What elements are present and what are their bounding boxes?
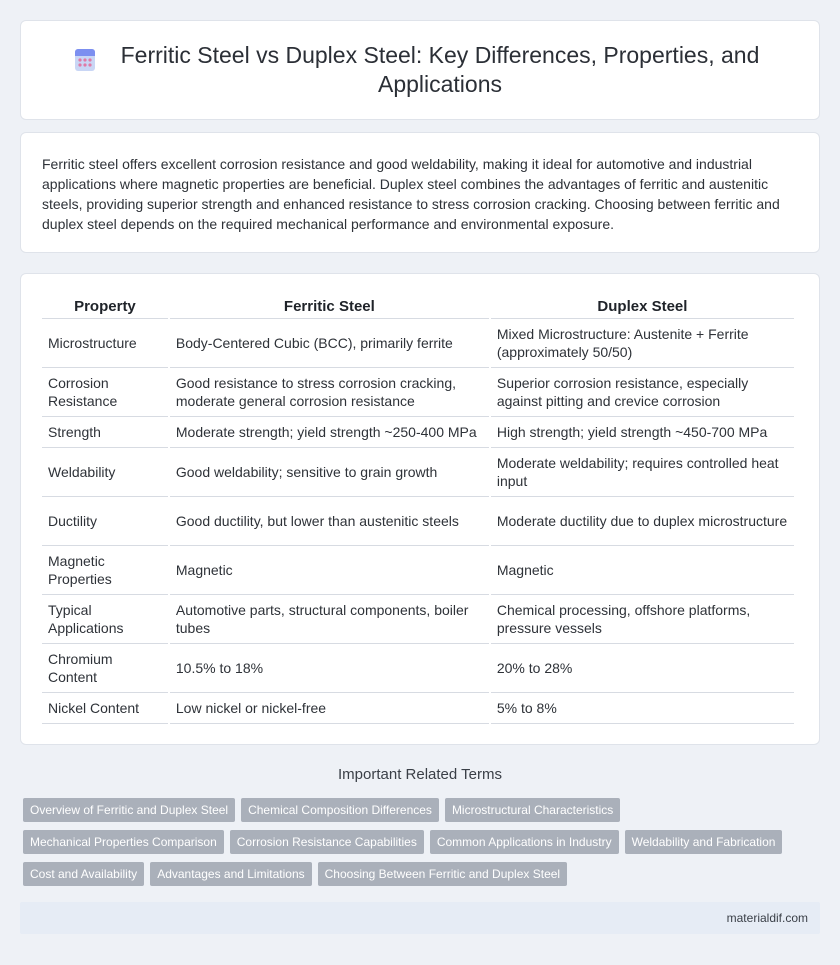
table-row <box>42 497 794 546</box>
row-property: Microstructure <box>42 319 168 368</box>
header-ferritic: Ferritic Steel <box>170 294 489 319</box>
row-property: Nickel Content <box>42 693 168 724</box>
table-row <box>42 693 794 724</box>
row-duplex: Chemical processing, offshore platforms, pressure vessels <box>491 595 794 644</box>
row-duplex: Moderate ductility due to duplex microstructure <box>491 497 794 546</box>
row-ferritic: 10.5% to 18% <box>170 644 489 693</box>
related-term-tag[interactable]: Cost and Availability <box>23 862 144 886</box>
row-duplex: Magnetic <box>491 546 794 595</box>
page-title: Ferritic Steel vs Duplex Steel: Key Differences, Properties, and Applications <box>120 42 760 97</box>
table-header-row <box>42 294 794 319</box>
related-terms-tags <box>23 798 823 894</box>
row-ferritic: Low nickel or nickel-free <box>170 693 489 724</box>
row-duplex: Superior corrosion resistance, especially against pitting and crevice corrosion <box>491 368 794 417</box>
header-duplex: Duplex Steel <box>491 294 794 319</box>
row-property: Chromium Content <box>42 644 168 693</box>
row-ferritic: Magnetic <box>170 546 489 595</box>
related-term-tag[interactable]: Mechanical Properties Comparison <box>23 830 224 854</box>
row-property: Magnetic Properties <box>42 546 168 595</box>
comparison-table-card <box>20 273 820 745</box>
row-property: Strength <box>42 417 168 448</box>
row-property: Weldability <box>42 448 168 497</box>
tag-row <box>23 862 823 886</box>
table-row <box>42 595 794 644</box>
row-property: Ductility <box>42 497 168 546</box>
row-property: Corrosion Resistance <box>42 368 168 417</box>
row-ferritic: Moderate strength; yield strength ~250-400 MPa <box>170 417 489 448</box>
table-row <box>42 448 794 497</box>
tag-row <box>23 830 823 854</box>
row-property: Typical Applications <box>42 595 168 644</box>
row-duplex: Mixed Microstructure: Austenite + Ferrite (approximately 50/50) <box>491 319 794 368</box>
intro-paragraph: Ferritic steel offers excellent corrosion resistance and good weldability, making it ideal for automotive and industrial applications where magnetic properties are beneficial. Duplex steel combines the advantages of ferritic and austenitic steels, providing superior strength and enhanced resistance to stress corrosion cracking. Choosing between ferritic and duplex steel depends on the required mechanical performance and environmental exposure. <box>42 156 780 232</box>
header-property: Property <box>42 294 168 319</box>
related-term-tag[interactable]: Chemical Composition Differences <box>241 798 439 822</box>
table-row <box>42 319 794 368</box>
table-row <box>42 546 794 595</box>
row-duplex: Moderate weldability; requires controlled heat input <box>491 448 794 497</box>
table-row <box>42 417 794 448</box>
row-ferritic: Good ductility, but lower than austenitic steels <box>170 497 489 546</box>
related-term-tag[interactable]: Weldability and Fabrication <box>625 830 783 854</box>
row-duplex: 5% to 8% <box>491 693 794 724</box>
footer-site-link[interactable]: materialdif.com <box>726 911 808 925</box>
related-term-tag[interactable]: Corrosion Resistance Capabilities <box>230 830 424 854</box>
row-ferritic: Automotive parts, structural components, boiler tubes <box>170 595 489 644</box>
row-duplex: 20% to 28% <box>491 644 794 693</box>
comparison-table <box>40 294 796 724</box>
header-card <box>20 20 820 120</box>
tag-row <box>23 798 823 822</box>
related-term-tag[interactable]: Choosing Between Ferritic and Duplex Steel <box>318 862 567 886</box>
row-ferritic: Good resistance to stress corrosion cracking, moderate general corrosion resistance <box>170 368 489 417</box>
related-term-tag[interactable]: Common Applications in Industry <box>430 830 619 854</box>
table-row <box>42 368 794 417</box>
related-terms-title: Important Related Terms <box>338 766 502 783</box>
row-ferritic: Body-Centered Cubic (BCC), primarily ferrite <box>170 319 489 368</box>
intro-card <box>20 132 820 253</box>
row-ferritic: Good weldability; sensitive to grain growth <box>170 448 489 497</box>
related-term-tag[interactable]: Microstructural Characteristics <box>445 798 620 822</box>
table-row <box>42 644 794 693</box>
row-duplex: High strength; yield strength ~450-700 MPa <box>491 417 794 448</box>
footer <box>20 902 820 934</box>
related-term-tag[interactable]: Advantages and Limitations <box>150 862 311 886</box>
related-term-tag[interactable]: Overview of Ferritic and Duplex Steel <box>23 798 235 822</box>
